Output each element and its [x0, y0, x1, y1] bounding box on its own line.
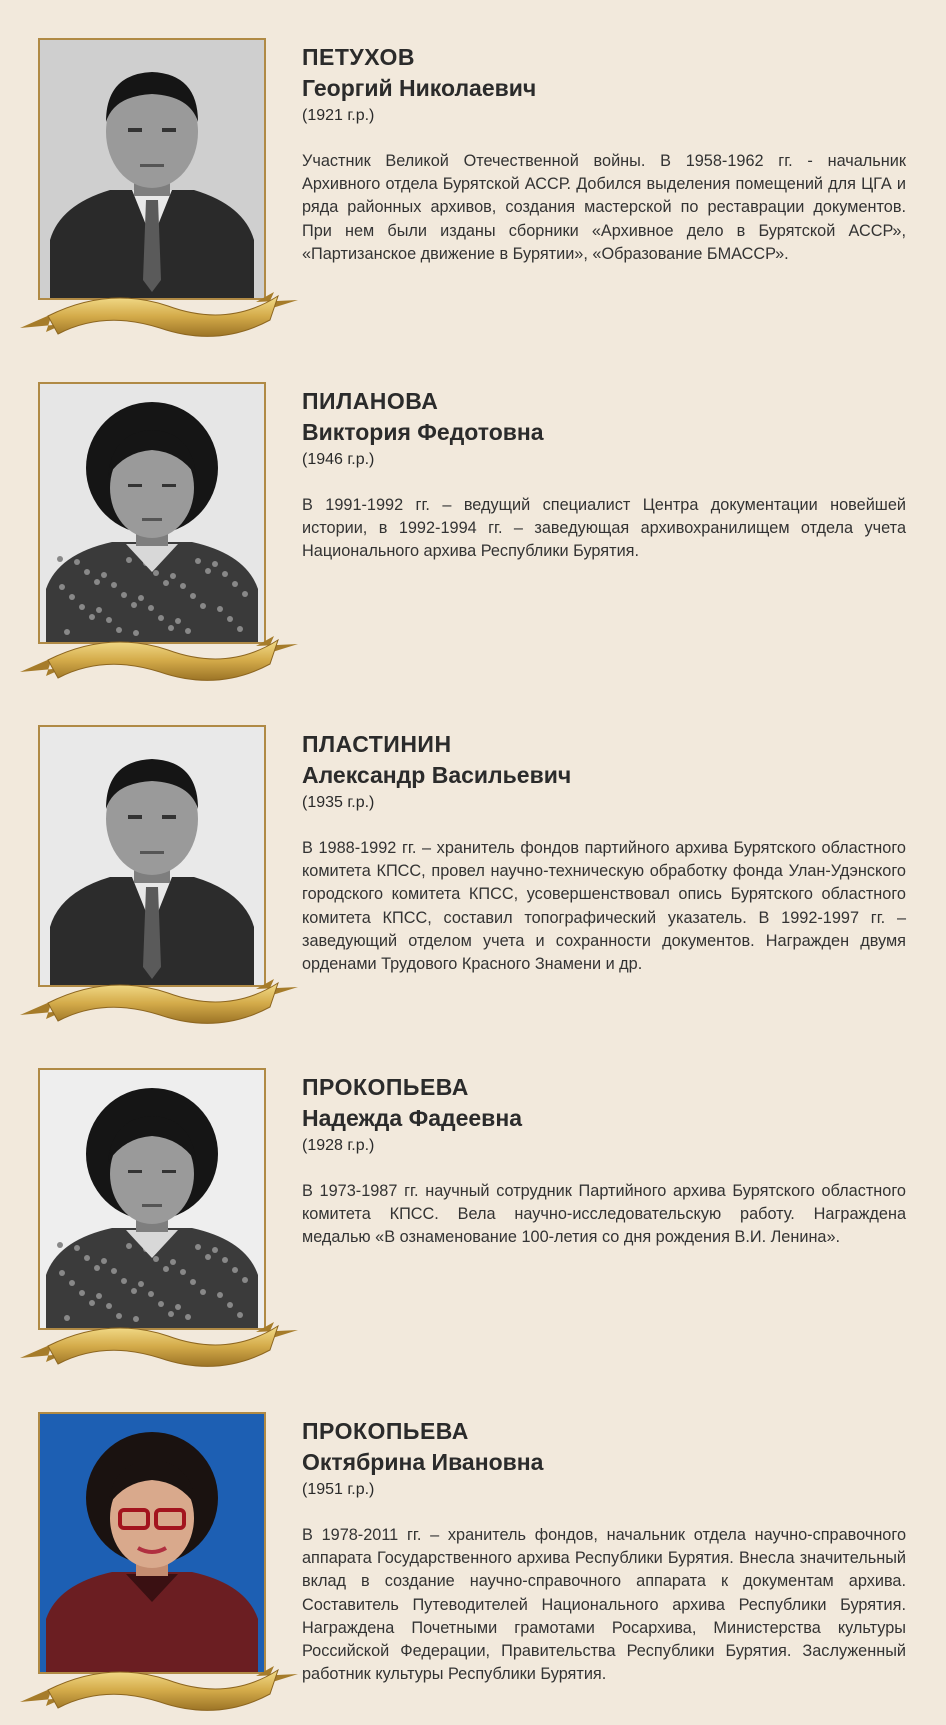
gold-ribbon-icon [18, 276, 300, 346]
person-birth-year: (1946 г.р.) [302, 451, 375, 468]
person-entry [0, 382, 946, 682]
person-text [302, 1072, 906, 1250]
person-biography: В 1978-2011 гг. – хранитель фондов, начальник отдела научно-справочного аппарата Государственного архива Республики Бурятия. Внесла значительный вклад в создание научно-справочного аппарата к документам архива. Составитель Путеводителей Национального архива Республики Бурятия. Награждена Почетными грамотами Росархива, Министерства культуры Российской Федерации, Правительства Республики Бурятия. Заслуженный работник культуры Республики Бурятия. [302, 1526, 906, 1684]
person-birth-year: (1935 г.р.) [302, 794, 375, 811]
person-surname: ПРОКОПЬЕВА [302, 1418, 469, 1444]
person-text [302, 729, 906, 976]
gold-ribbon-icon [18, 963, 300, 1033]
person-entry [0, 725, 946, 1025]
person-given-name: Октябрина Ивановна [302, 1449, 544, 1475]
person-biography: В 1991-1992 гг. – ведущий специалист Центра документации новейшей истории, в 1992-1994 гг. – заведующая архивохранилищем отдела учета Национального архива Республики Бурятия. [302, 496, 906, 561]
portrait-photo [38, 1412, 266, 1674]
person-entry [0, 1068, 946, 1368]
person-text [302, 1416, 906, 1686]
person-given-name: Георгий Николаевич [302, 75, 537, 101]
gold-ribbon-icon [18, 620, 300, 690]
person-surname: ПИЛАНОВА [302, 388, 439, 414]
person-given-name: Виктория Федотовна [302, 419, 544, 445]
person-birth-year: (1951 г.р.) [302, 1481, 375, 1498]
portrait-photo [38, 38, 266, 300]
portrait-photo [38, 725, 266, 987]
person-biography: В 1973-1987 гг. научный сотрудник Партийного архива Бурятского областного комитета КПСС. Вела научно-исследовательскую работу. Награждена медалью «В ознаменование 100-летия со дня рождения В.И. Ленина». [302, 1182, 906, 1247]
person-entry [0, 38, 946, 338]
gold-ribbon-icon [18, 1306, 300, 1376]
person-biography: В 1988-1992 гг. – хранитель фондов партийного архива Бурятского областного комитета КПСС, провел научно-техническую обработку фонда Улан-Удэнского городского комитета КПСС, усовершенствовал опись Бурятского областного комитета КПСС, составил топографический указатель. В 1992-1997 гг. – заведующий отделом учета и сохранности документов. Награжден двумя орденами Трудового Красного Знамени и др. [302, 839, 906, 974]
person-surname: ПРОКОПЬЕВА [302, 1074, 469, 1100]
person-given-name: Александр Васильевич [302, 762, 572, 788]
person-surname: ПЛАСТИНИН [302, 731, 452, 757]
person-birth-year: (1921 г.р.) [302, 107, 375, 124]
person-entry [0, 1412, 946, 1712]
person-given-name: Надежда Фадеевна [302, 1105, 523, 1131]
gold-ribbon-icon [18, 1650, 300, 1720]
person-biography: Участник Великой Отечественной войны. В 1958-1962 гг. - начальник Архивного отдела Бурятской АССР. Добился выделения помещений для ЦГА и ряда районных архивов, создания мастерской по реставрации документов. При нем были изданы сборники «Архивное дело в Бурятской АССР», «Партизанское движение в Бурятии», «Образование БМАССР». [302, 152, 906, 263]
person-birth-year: (1928 г.р.) [302, 1137, 375, 1154]
person-text [302, 386, 906, 564]
person-text [302, 42, 906, 266]
person-surname: ПЕТУХОВ [302, 44, 415, 70]
portrait-photo [38, 1068, 266, 1330]
portrait-photo [38, 382, 266, 644]
